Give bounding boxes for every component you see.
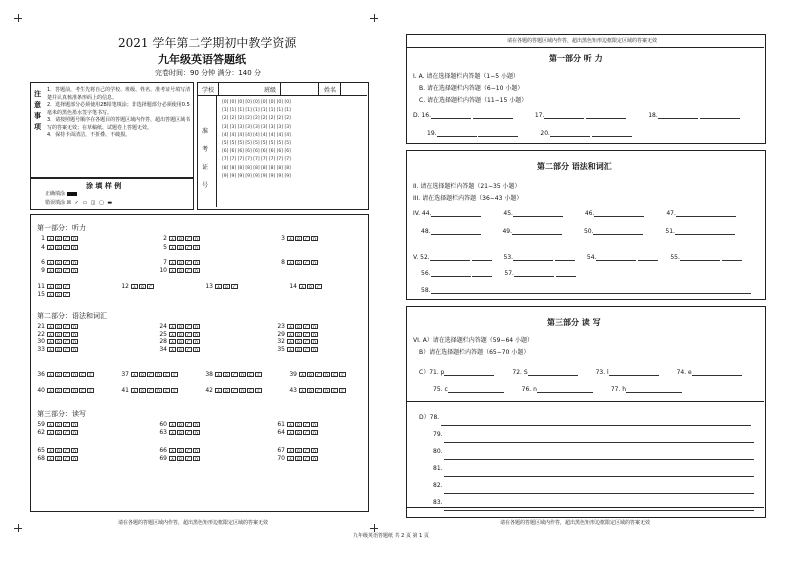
listening-section xyxy=(406,34,766,144)
question-6-bubbles[interactable]: 6 A B C D xyxy=(41,259,77,266)
q56-57-row[interactable]: 56. 57. xyxy=(421,269,576,277)
sec1-line: C. 请在选择题栏内答题（11−15 小题） xyxy=(419,97,528,104)
question-64-bubbles[interactable]: 64 A B C D xyxy=(277,428,317,436)
question-65-bubbles[interactable]: 65 A B C D xyxy=(37,447,77,454)
question-14-bubbles[interactable]: 14 A B C xyxy=(289,283,323,290)
part1-label: 第一部分：听力 xyxy=(37,224,86,232)
grammar-section xyxy=(406,150,766,300)
question-23-bubbles[interactable]: 23 A B C D xyxy=(277,323,317,330)
q44-47-row[interactable]: IV. 44. 45. 46. 47. xyxy=(413,209,736,217)
ticket-label: 准考证号 xyxy=(202,128,209,189)
reading-writing-section xyxy=(406,306,766,518)
registration-mark xyxy=(370,14,378,22)
name-label: 姓名 xyxy=(324,87,337,94)
question-12-bubbles[interactable]: 12 A B C xyxy=(121,283,155,290)
question-63-bubbles[interactable]: 63 A B C D xyxy=(159,428,199,436)
question-21-bubbles[interactable]: 21 A B C D xyxy=(37,323,77,330)
question-24-bubbles[interactable]: 24 A B C D xyxy=(159,323,199,330)
page-footer: 九年级英语答题纸 共 2 页 第 1 页 xyxy=(353,533,429,539)
question-11-bubbles[interactable]: 11 A B C xyxy=(37,283,71,290)
fill-sample-box: 涂 填 样 例 正确填涂 错误填涂 ☒ ✓ ▭ ◫ ▢ ▬ xyxy=(30,178,194,210)
right-footer: 请在各题的答题区域内作答，超出黑色矩形边框限定区域的答案无效 xyxy=(500,520,651,526)
q58-row[interactable]: 58. xyxy=(421,286,751,294)
part2-label: 第二部分：语法和词汇 xyxy=(37,312,107,320)
ticket-bubbles[interactable]: [0] [0] [0] [0] [0] [0] [0] [0] [0] [1] [1] [1] [1] [1] [1] [1] [1] [1] [2] [2] [2] [2] [2] [2] [2] [2] [2] [3] [3] [3] [3] [3] [3] [3] [3] [3] [4] [4] [4] [4] [4] [4] [4] [4] [4] [5] [5] [5] [5] [5] [5] [5] [5] [5] [6] [6] [6] [6] [6] [6] [6] [6] [6] [7] [7] [7] [7] [7] [7] [7] [7] [7] [8] [8] [8] [8] [8] [8] [8] [8] [8] [9] [9] [9] [9] [9] [9] [9] [9] [9] xyxy=(222,100,291,179)
question-29-bubbles[interactable]: 29 A B C D xyxy=(277,330,317,338)
q19-20-row[interactable]: 19. 20. xyxy=(427,129,632,137)
sec2-line: III. 请在选择题栏内答题（36−43 小题） xyxy=(413,195,523,202)
question-32-bubbles[interactable]: 32 A B C D xyxy=(277,338,317,345)
sec1-title: 第一部分 听 力 xyxy=(549,54,603,63)
question-8-bubbles[interactable]: 8 A B C D xyxy=(281,259,317,266)
sec2-title: 第二部分 语法和词汇 xyxy=(537,162,612,171)
notice-item: 4．保持卡面清洁，不折叠、不破损。 xyxy=(47,132,131,138)
sec3-title: 第三部分 读 写 xyxy=(547,318,601,327)
question-43-bubbles[interactable]: 43 A B C D E F xyxy=(289,387,347,394)
question-25-bubbles[interactable]: 25 A B C D xyxy=(159,330,199,338)
exam-info: 完卷时间：90 分钟 满分：140 分 xyxy=(155,69,261,77)
question-7-bubbles[interactable]: 7 A B C D xyxy=(163,259,199,266)
exam-title: 2021 学年第二学期初中教学资源 xyxy=(118,36,297,50)
question-68-bubbles[interactable]: 68 A B C D xyxy=(37,454,77,462)
wrong-label: 错误填涂 xyxy=(45,200,66,206)
question-13-bubbles[interactable]: 13 A B C xyxy=(205,283,239,290)
q16-20-row[interactable]: D. 16. 17. 18. xyxy=(413,111,740,119)
choice-answer-box xyxy=(30,214,369,512)
registration-mark xyxy=(370,524,378,532)
question-34-bubbles[interactable]: 34 A B C D xyxy=(159,345,199,353)
sheet-title: 九年级英语答题纸 xyxy=(158,53,246,66)
sec2-line: II. 请在选择题栏内答题（21−35 小题） xyxy=(413,183,521,190)
question-5-bubbles[interactable]: 5 A B C D xyxy=(163,244,199,251)
question-35-bubbles[interactable]: 35 A B C D xyxy=(277,345,317,353)
class-label: 班级 xyxy=(264,87,277,94)
correct-label: 正确填涂 xyxy=(45,191,66,197)
question-60-bubbles[interactable]: 60 A B C D xyxy=(159,421,199,428)
registration-mark xyxy=(14,524,22,532)
question-1-bubbles[interactable]: 1 A B C D xyxy=(41,235,77,242)
question-59-bubbles[interactable]: 59 A B C D xyxy=(37,421,77,428)
question-30-bubbles[interactable]: 30 A B C D xyxy=(37,338,77,345)
question-62-bubbles[interactable]: 62 A B C D xyxy=(37,428,77,436)
notice-label: 注意事项 xyxy=(34,90,41,131)
q71-74-row[interactable]: C）71. p 72. S 73. l 74. e xyxy=(419,367,742,376)
question-22-bubbles[interactable]: 22 A B C D xyxy=(37,330,77,338)
question-15-bubbles[interactable]: 15 A B C xyxy=(37,291,71,298)
school-label: 学校 xyxy=(202,87,215,94)
question-67-bubbles[interactable]: 67 A B C D xyxy=(277,447,317,454)
question-38-bubbles[interactable]: 38 A B C D E F xyxy=(205,371,263,378)
part3-label: 第三部分：读写 xyxy=(37,410,86,418)
question-33-bubbles[interactable]: 33 A B C D xyxy=(37,345,77,353)
sec1-line: B. 请在选择题栏内答题（6−10 小题） xyxy=(419,85,524,92)
question-4-bubbles[interactable]: 4 A B C D xyxy=(41,244,77,251)
question-2-bubbles[interactable]: 2 A B C D xyxy=(163,235,199,242)
student-info-box xyxy=(197,82,369,210)
question-3-bubbles[interactable]: 3 A B C D xyxy=(281,235,317,242)
q52-55-row[interactable]: V. 52. 53. 54. 55. xyxy=(413,253,742,261)
notice-item: 2．选择题部分必须使用2B铅笔填涂；非选择题部分必须使用0.5毫米的黑色墨水签字笔书写。 xyxy=(47,102,190,116)
sec1-line: I. A. 请在选择题栏内答题（1−5 小题） xyxy=(413,73,519,80)
question-36-bubbles[interactable]: 36 A B C D E F xyxy=(37,371,95,378)
question-37-bubbles[interactable]: 37 A B C D E F xyxy=(121,371,179,378)
question-69-bubbles[interactable]: 69 A B C D xyxy=(159,454,199,462)
right-header: 请在各题的答题区域内作答，超出黑色矩形边框限定区域的答案无效 xyxy=(507,38,658,44)
notice-item: 3．请按照题号顺序在各题目的答题区域内作答，超出答题区域书写的答案无效；在草稿纸、试题卷上答题无效。 xyxy=(47,117,191,131)
left-footer: 请在各题的答题区域内作答，超出黑色矩形边框限定区域的答案无效 xyxy=(118,520,269,526)
q75-77-row[interactable]: 75. c 76. n 77. h xyxy=(433,385,682,393)
question-41-bubbles[interactable]: 41 A B C D E F xyxy=(121,387,179,394)
fill-sample-title: 涂 填 样 例 xyxy=(86,182,122,190)
question-70-bubbles[interactable]: 70 A B C D xyxy=(277,454,317,462)
question-28-bubbles[interactable]: 28 A B C D xyxy=(159,338,199,345)
question-40-bubbles[interactable]: 40 A B C D E F xyxy=(37,387,95,394)
question-42-bubbles[interactable]: 42 A B C D E F xyxy=(205,387,263,394)
question-9-bubbles[interactable]: 9 A B C D xyxy=(41,267,77,274)
q78-83-area[interactable]: D）78. 79. 80. 81. 82. 83. xyxy=(419,409,754,511)
question-66-bubbles[interactable]: 66 A B C D xyxy=(159,447,199,454)
sec3-line: B）请在选择题栏内答题（65−70 小题） xyxy=(419,349,530,356)
question-39-bubbles[interactable]: 39 A B C D E F xyxy=(289,371,347,378)
question-10-bubbles[interactable]: 10 A B C D xyxy=(159,267,199,274)
registration-mark xyxy=(14,14,22,22)
question-61-bubbles[interactable]: 61 A B C D xyxy=(277,421,317,428)
q48-51-row[interactable]: 48. 49. 50. 51. xyxy=(421,227,735,235)
sec3-line: VI. A）请在选择题栏内答题（59−64 小题） xyxy=(413,337,533,344)
notice-item: 1．答题前，考生先将自己的学校、班级、姓名、准考证号填写清楚并认真核准条形码上的信息。 xyxy=(47,87,191,101)
notice-box xyxy=(30,82,194,178)
